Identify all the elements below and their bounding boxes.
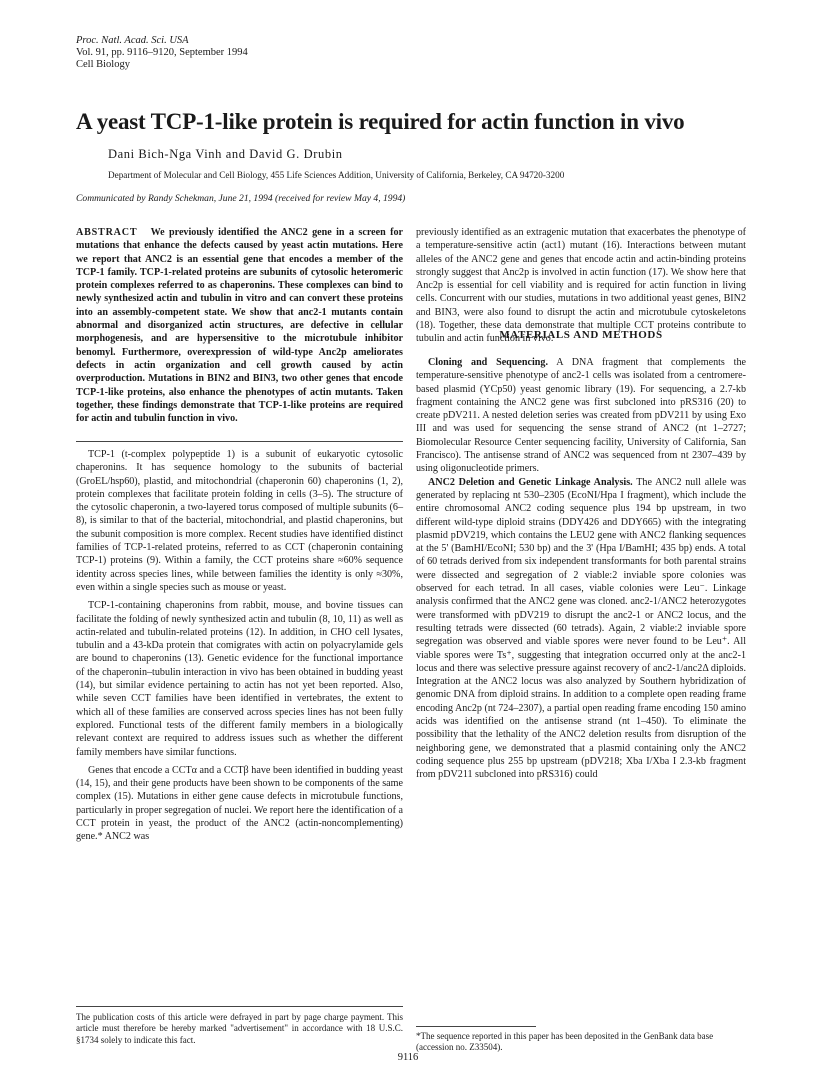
- sequence-footnote: *The sequence reported in this paper has been deposited in the GenBank data base (accession no. Z33504).: [416, 1031, 714, 1053]
- abstract-divider: [76, 441, 403, 442]
- deletion-paragraph: [416, 476, 746, 782]
- publication-cost-footnote: The publication costs of this article were defrayed in part by page charge payment. This article must therefore be hereby marked "advertisement" in accordance with 18 U.S.C. §1734 solely to indicate this fact.: [76, 1012, 403, 1045]
- intro-paragraph: TCP-1 (t-complex polypeptide 1) is a subunit of eukaryotic cytosolic chaperonins. It has sequence homology to the subunits of bacterial (GroEL/hsp60), plastid, and mitochondrial (chaperonin 60) chaperonins (1, 2), protein complexes that facilitate protein folding in cells (3–5). The structure of the cytosolic chaperonin, a two-layered torus composed of multiple subunits (6–8), is similar to that of the bacterial, mitochondrial, and plastid chaperonins, but the subunit composition is more complex. Recent studies have identified distinct families of TCP-1-related proteins, referred to as CCT (chaperonin containing TCP-1) proteins (9). Within a family, the CCT proteins share ≈60% sequence identity across species lines, while between families the identity is only ≈30%, even within a single species such as mouse or yeast.: [76, 449, 403, 593]
- intro-continued-text: previously identified as an extragenic mutation that exacerbates the phenotype of a temperature-sensitive actin (act1) mutant (16). Interactions between mutant alleles of the ANC2 gene and genes that encode actin and actin-binding proteins strongly suggest that Anc2p is involved in actin function (17). We show here that Anc2p is essential for cell viability and is required for actin function in living cells. Concurrent with our studies, mutations in two additional yeast genes, BIN2 and BIN3, were also found to disrupt the actin and microtubule cytoskeletons (18). Together, these data demonstrate that multiple CCT proteins contribute to tubulin and actin function in vivo.: [416, 227, 746, 345]
- intro-paragraph: Genes that encode a CCTα and a CCTβ have been identified in budding yeast (14, 15), and their gene products have been shown to be components of the same complex (15). Mutations in either gene cause defects in microtubule functions, particularly in proper segregation of nuclei. We report here the identification of a CCT protein in yeast, the product of the ANC2 (actin-noncomplementing) gene.* ANC2 was: [76, 764, 403, 843]
- journal-name: Proc. Natl. Acad. Sci. USA: [76, 35, 189, 46]
- paper-affiliation: Department of Molecular and Cell Biology, 455 Life Sciences Addition, University of California, Berkeley, CA 94720-3200: [108, 170, 565, 180]
- journal-section: Cell Biology: [76, 59, 130, 70]
- cloning-heading: Cloning and Sequencing.: [428, 357, 548, 368]
- paper-title: A yeast TCP-1-like protein is required for actin function in vivo: [76, 109, 685, 134]
- cloning-paragraph: [416, 356, 746, 476]
- introduction: [76, 448, 403, 844]
- methods-body: [416, 356, 746, 782]
- abstract-text: We previously identified the ANC2 gene in a screen for mutations that enhance the defects caused by yeast actin mutations. Here we report that ANC2 is an essential gene that encodes a member of the TCP-1 family. TCP-1-related proteins are subunits of cytosolic heteromeric protein complexes referred to as chaperonins. These complexes can bind to newly synthesized actin and tubulin in vitro and can convert these proteins into an assembly-competent state. We show that anc2-1 mutants contain abnormal and disorganized actin structures, are defective in cellular morphogenesis, and are hypersensitive to the microtubule inhibitor benomyl. Furthermore, overexpression of wild-type Anc2p ameliorates defects in actin organization and cell growth caused by actin overproduction. Mutations in BIN2 and BIN3, two other genes that encode TCP-1-like proteins, also enhance the phenotypes of actin mutants. Taken together, these findings demonstrate that TCP-1-like proteins are required for actin and tubulin function in vivo.: [76, 227, 403, 425]
- intro-continued: [416, 226, 746, 346]
- footnote-divider: [76, 1006, 403, 1007]
- journal-header: [76, 35, 248, 71]
- sequence-footnote-divider: [416, 1026, 536, 1027]
- abstract-label: ABSTRACT: [76, 227, 138, 238]
- page-number: 9116: [397, 1052, 419, 1063]
- methods-heading: MATERIALS AND METHODS: [499, 329, 663, 341]
- deletion-text: The ANC2 null allele was generated by replacing nt 530–2305 (EcoNI/Hpa I fragment), which include the entire chromosomal ANC2 coding sequence plus 194 bp upstream, in two different wild-type diploid strains (DDY426 and DDY665) with the integrating plasmid pDV219, which contains the LEU2 gene with ANC2 flanking sequences at the 5' (BamHI/EcoNI; 530 bp) and the 3' (Hpa I/BamHI; 435 bp) ends. A total of 60 tetrads derived from six independent transformants for both parental strains were dissected and segregation of 2 viable:2 inviable spore colonies was observed for each tetrad. In all cases, viable colonies were Leu⁻. Linkage analysis confirmed that the ANC2 gene was cloned. anc2-1/ANC2 heterozygotes were transformed with pDV219 to disrupt the anc2-1 or ANC2 locus, and the resulting tetrads were dissected (60 tetrads). Again, 2 viable:2 inviable spore segregation was observed and viable spores were never found to be Leu⁺. All viable spores were Ts⁺, suggesting that integration occurred only at the anc2-1 locus and there was selective pressure against recovery of anc2-1/anc2Δ diploids. Integration at the ANC2 locus was also analyzed by Southern hybridization of genomic DNA from diploid strains. In addition to a complete open reading frame encoding Anc2p (nt 724–2307), a partial open reading frame encoding 150 amino acids was identified on the antisense strand (nt 1–450). To eliminate the possibility that the lethality of the ANC2 deletion results from disruption of the neighboring gene, we demonstrated that a plasmid containing only the ANC2 coding sequence plus 255 bp upstream (pDV218; Xba I/Xba I 2.3-kb fragment from pDV211 subcloned into pRS316) could: [416, 476, 747, 781]
- paper-authors: Dani Bich-Nga Vinh and David G. Drubin: [108, 147, 343, 161]
- deletion-heading: ANC2 Deletion and Genetic Linkage Analysis.: [428, 476, 633, 488]
- journal-volume: Vol. 91, pp. 9116–9120, September 1994: [76, 47, 248, 58]
- communicated-by: Communicated by Randy Schekman, June 21, 1994 (received for review May 4, 1994): [76, 193, 406, 204]
- intro-paragraph: TCP-1-containing chaperonins from rabbit, mouse, and bovine tissues can facilitate the folding of newly synthesized actin and tubulin (8, 10, 11) as well as actin-related and tubulin-related proteins (12). In addition, in CHO cell lysates, tubulin and a 43-kDa protein that comigrates with actin on polyacrylamide gels are bound to chaperonins (13). Genetic evidence for the functional importance of the chaperonin–tubulin interaction in vivo has been obtained in budding yeast (14), but similar evidence pertaining to actin has not yet been reported. Also, while seven CCT families have been identified in vertebrates, the extent to which all of these families are conserved across species lines has not been fully explored. Functional tests of the different family members in a biologically relevant context are required to address issues such as whether the different family members have similar functions.: [76, 600, 403, 758]
- cloning-text: A DNA fragment that complements the temperature-sensitive phenotype of anc2-1 cells was isolated from a centromere-based plasmid (YCp50) yeast genomic library (19). For sequencing, a 2.7-kb fragment containing the ANC2 gene was first subcloned into pRS316 (20) to create pDV211. A nested deletion series was created from pDV211 by using Exo III and was used for sequencing the sense strand of ANC2 (nt 1–2727; Biomolecular Resource Center sequencing facility, University of California, San Francisco). The antisense strand of ANC2 was sequenced from nt 2307–439 by using oligonucleotide primers.: [416, 357, 746, 475]
- abstract: [76, 226, 403, 425]
